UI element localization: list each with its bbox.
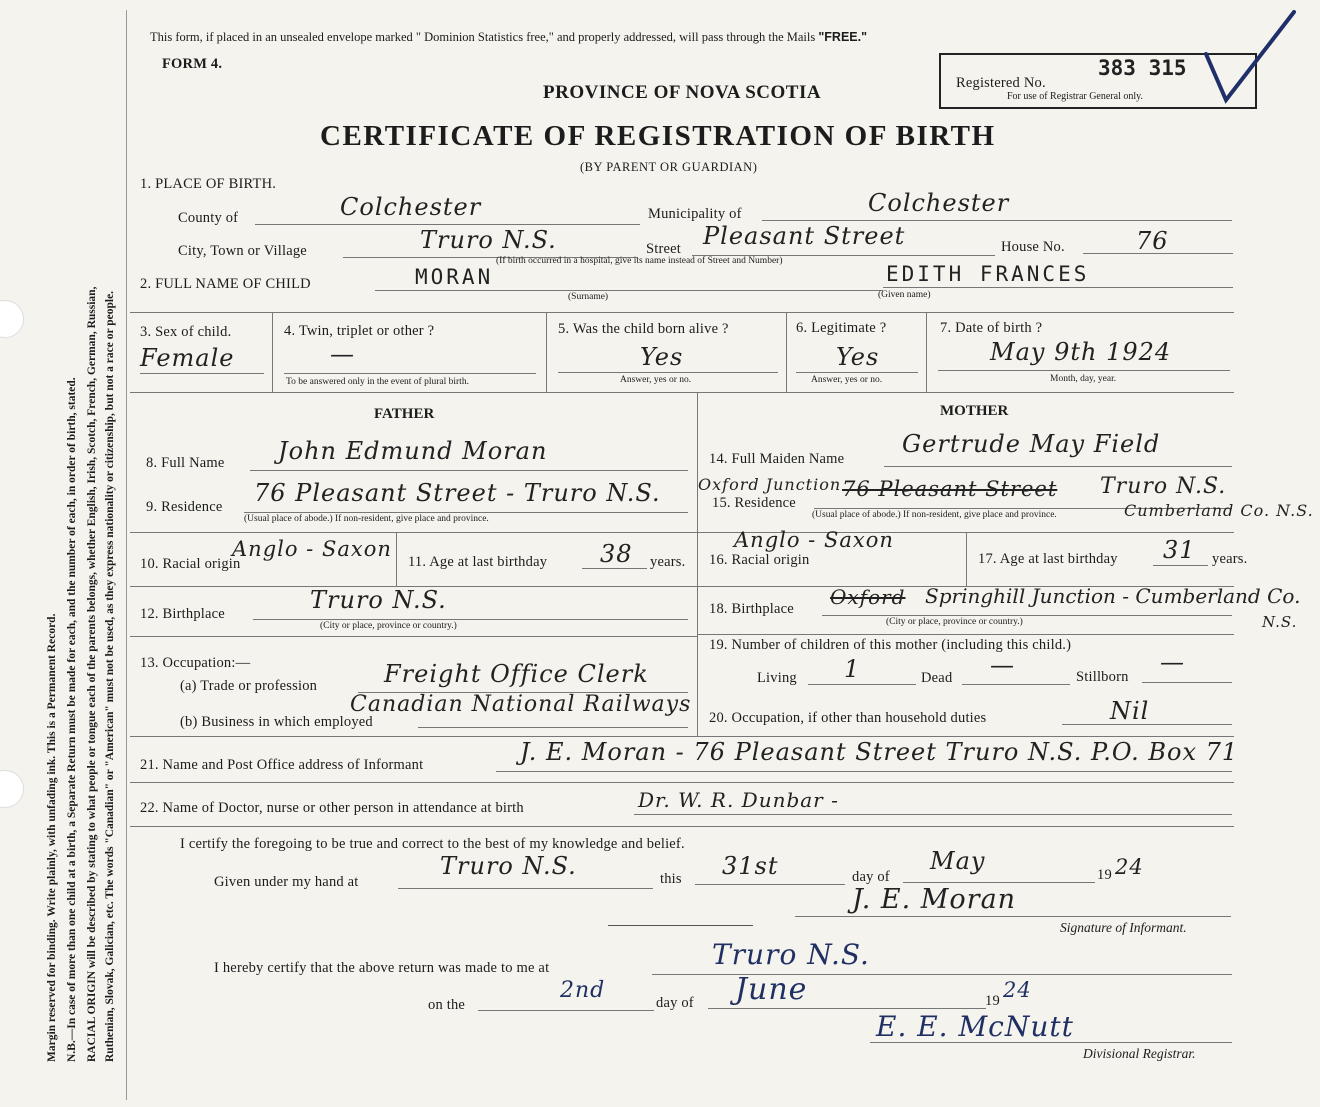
mother-racial-value: Anglo - Saxon <box>734 528 894 552</box>
registrar-day-value: 2nd <box>560 978 606 1003</box>
registrar-place-value: Truro N.S. <box>712 938 870 971</box>
mother-name-value: Gertrude May Field <box>902 430 1161 458</box>
father-name-label: 8. Full Name <box>146 455 225 471</box>
certification-day-value: 31st <box>722 852 779 880</box>
date-of-birth-value: May 9th 1924 <box>990 338 1172 366</box>
informant-signature-label: Signature of Informant. <box>1060 920 1187 935</box>
twin-value: — <box>330 340 355 368</box>
given-name-label: (Given name) <box>878 290 931 300</box>
registrar-note: For use of Registrar General only. <box>1007 91 1143 102</box>
father-birthplace-value: Truro N.S. <box>310 586 447 614</box>
street-value: Pleasant Street <box>703 222 906 250</box>
father-birthplace-label: 12. Birthplace <box>140 606 225 622</box>
informant-value: J. E. Moran - 76 Pleasant Street Truro N.S. P.O. Box 71 <box>520 738 1239 766</box>
living-label: Living <box>757 670 797 686</box>
mother-birthplace-value: Springhill Junction - Cumberland Co. <box>925 584 1301 608</box>
father-residence-label: 9. Residence <box>146 499 223 515</box>
place-of-birth-label: 1. PLACE OF BIRTH. <box>140 176 277 192</box>
registrar-statement: I hereby certify that the above return was made to me at <box>214 960 550 976</box>
mother-name-label: 14. Full Maiden Name <box>709 451 845 467</box>
twin-label: 4. Twin, triplet or other ? <box>284 323 435 339</box>
mother-age-label: 17. Age at last birthday <box>978 551 1118 567</box>
legitimate-note: Answer, yes or no. <box>811 375 883 385</box>
informant-signature: J. E. Moran <box>852 884 1017 915</box>
registered-label: Registered No. <box>956 75 1046 91</box>
registrar-on-the-label: on the <box>428 997 466 1013</box>
date-of-birth-note: Month, day, year. <box>1050 374 1117 384</box>
county-value: Colchester <box>340 193 482 221</box>
doctor-value: Dr. W. R. Dunbar - <box>638 788 839 812</box>
municipality-label: Municipality of <box>648 206 742 222</box>
form-number: FORM 4. <box>162 56 223 72</box>
punch-hole <box>0 770 24 808</box>
father-heading: FATHER <box>374 406 435 422</box>
mother-years-label: years. <box>1212 551 1248 567</box>
father-years-label: years. <box>650 554 686 570</box>
living-value: 1 <box>844 655 861 683</box>
city-value: Truro N.S. <box>420 226 557 254</box>
stillborn-label: Stillborn <box>1076 669 1129 685</box>
father-birthplace-note: (City or place, province or country.) <box>320 621 457 631</box>
mother-residence-note: (Usual place of abode.) If non-resident, give place and province. <box>812 510 1057 520</box>
city-label: City, Town or Village <box>178 243 307 259</box>
certification-statement: I certify the foregoing to be true and correct to the best of my knowledge and belief. <box>180 836 685 852</box>
registrar-day-of-label: day of <box>656 995 694 1011</box>
father-residence-note: (Usual place of abode.) If non-resident, give place and province. <box>244 514 489 524</box>
mother-birthplace-label: 18. Birthplace <box>709 601 794 617</box>
house-number-label: House No. <box>1001 239 1065 255</box>
legitimate-label: 6. Legitimate ? <box>796 320 887 336</box>
checkmark-icon <box>1200 8 1300 108</box>
father-occupation-label: 13. Occupation:— <box>140 655 251 671</box>
legitimate-value: Yes <box>836 343 880 371</box>
registrar-month-value: June <box>735 972 808 1007</box>
father-business-value: Canadian National Railways <box>350 692 692 717</box>
mother-residence-struck: 76 Pleasant Street <box>842 477 1058 501</box>
certification-month-value: May <box>930 847 986 875</box>
mother-birthplace-note: (City or place, province or country.) <box>886 617 1023 627</box>
mother-birthplace-extra: N.S. <box>1262 613 1298 631</box>
surname-label: (Surname) <box>568 292 609 302</box>
stillborn-value: — <box>1160 648 1185 676</box>
margin-note-multiple-births: N.B.—In case of more than one child at a birth, a Separate Return must be made for each, and the number of each, in order of birth, stated. <box>66 377 78 1062</box>
punch-hole <box>0 300 24 338</box>
mother-residence-label: 15. Residence <box>712 495 796 511</box>
certificate-subtitle: (BY PARENT OR GUARDIAN) <box>580 160 758 174</box>
margin-note-binding: Margin reserved for binding. Write plainly, with unfading ink. This is a Permanent Record. <box>46 613 58 1062</box>
registrar-year-prefix: 19 <box>985 993 1000 1009</box>
this-label: this <box>660 871 682 887</box>
father-trade-label: (a) Trade or profession <box>180 678 318 694</box>
born-alive-label: 5. Was the child born alive ? <box>558 321 729 337</box>
father-racial-value: Anglo - Saxon <box>232 537 392 561</box>
mother-residence-extra: Cumberland Co. N.S. <box>1124 501 1314 520</box>
municipality-value: Colchester <box>868 189 1010 217</box>
mother-residence-prefix: Oxford Junction <box>698 475 842 494</box>
certification-year-prefix: 19 <box>1097 867 1112 883</box>
mother-age-value: 31 <box>1163 536 1196 564</box>
street-label: Street <box>646 241 682 257</box>
doctor-label: 22. Name of Doctor, nurse or other person in attendance at birth <box>140 800 524 816</box>
margin-note-racial-origin: RACIAL ORIGIN will be described by stating to what people or tongue each of the parents belongs, whether English, Irish, Scotch, French, German, Russian, <box>86 286 98 1062</box>
informant-label: 21. Name and Post Office address of Informant <box>140 757 424 773</box>
children-count-label: 19. Number of children of this mother (including this child.) <box>709 637 1072 653</box>
registered-number: 383 315 <box>1098 56 1187 80</box>
registrar-year-value: 24 <box>1003 978 1032 1002</box>
given-place-value: Truro N.S. <box>440 852 577 880</box>
born-alive-value: Yes <box>640 343 684 371</box>
registrar-signature: E. E. McNutt <box>876 1010 1074 1043</box>
mother-racial-label: 16. Racial origin <box>709 552 810 568</box>
margin-note-nationality: Ruthenian, Slovak, Galician, etc. The words "Canadian" or "American" must not be used, as they express nationality or citizenship, but not a race or people. <box>104 290 116 1062</box>
born-alive-note: Answer, yes or no. <box>620 375 692 385</box>
twin-note: To be answered only in the event of plural birth. <box>286 377 469 387</box>
child-surname-value: MORAN <box>415 265 494 289</box>
child-given-name-value: EDITH FRANCES <box>886 262 1090 286</box>
dead-label: Dead <box>921 670 953 686</box>
father-name-value: John Edmund Moran <box>278 437 548 465</box>
dead-value: — <box>990 651 1015 679</box>
sex-label: 3. Sex of child. <box>140 324 232 340</box>
given-under-label: Given under my hand at <box>214 874 359 890</box>
father-age-value: 38 <box>600 540 633 568</box>
mother-occupation-value: Nil <box>1110 697 1150 725</box>
registrar-signature-label: Divisional Registrar. <box>1083 1046 1196 1061</box>
child-name-label: 2. FULL NAME OF CHILD <box>140 276 311 292</box>
province-heading: PROVINCE OF NOVA SCOTIA <box>543 82 822 103</box>
father-residence-value: 76 Pleasant Street - Truro N.S. <box>254 479 661 507</box>
father-racial-label: 10. Racial origin <box>140 556 241 572</box>
father-age-label: 11. Age at last birthday <box>408 554 548 570</box>
father-trade-value: Freight Office Clerk <box>384 660 649 688</box>
street-note: (If birth occurred in a hospital, give its name instead of Street and Number) <box>496 256 783 266</box>
sex-value: Female <box>140 344 235 372</box>
house-number-value: 76 <box>1136 227 1169 255</box>
mother-occupation-label: 20. Occupation, if other than household duties <box>709 710 987 726</box>
certificate-title: CERTIFICATE OF REGISTRATION OF BIRTH <box>320 120 996 152</box>
mail-notice: This form, if placed in an unsealed envelope marked " Dominion Statistics free," and properly addressed, will pass through the Mails "FREE." <box>150 30 868 44</box>
mother-residence-value: Truro N.S. <box>1100 474 1227 499</box>
date-of-birth-label: 7. Date of birth ? <box>940 320 1043 336</box>
mother-birthplace-struck: Oxford <box>830 585 906 609</box>
mother-heading: MOTHER <box>940 403 1009 419</box>
binding-margin-line <box>126 10 127 1100</box>
certification-year-value: 24 <box>1115 855 1144 879</box>
certification-day-of-label: day of <box>852 869 890 885</box>
father-business-label: (b) Business in which employed <box>180 714 373 730</box>
county-label: County of <box>178 210 239 226</box>
